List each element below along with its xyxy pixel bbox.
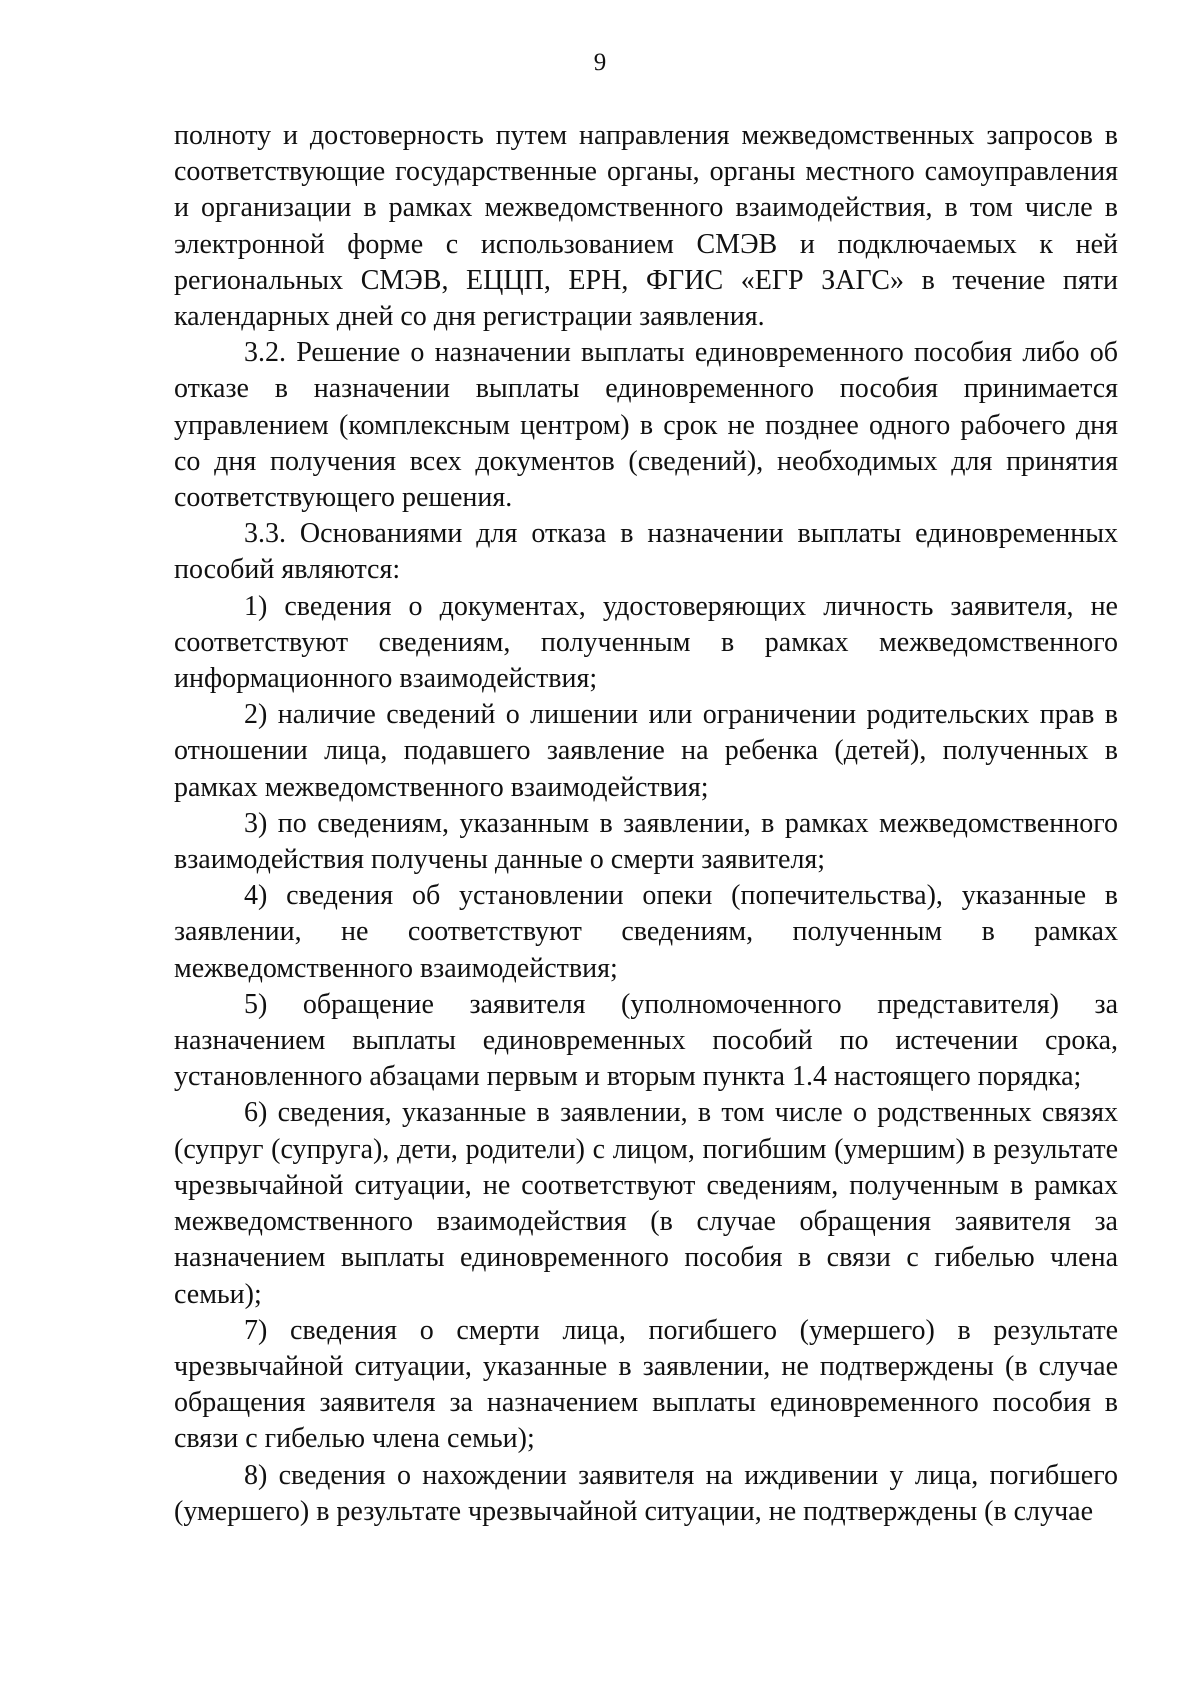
list-item-5: 5) обращение заявителя (уполномоченного представителя) за назначением выплаты единовременных пособий по истечении срока, установленного абзацами первым и вторым пункта 1.4 настоящего порядка;: [174, 988, 1118, 1093]
page-number: 9: [593, 49, 607, 76]
paragraph-3-3: 3.3. Основаниями для отказа в назначении выплаты единовременных пособий являются:: [174, 518, 1118, 586]
document-body: [174, 118, 1118, 1530]
paragraph-continuation: полноту и достоверность путем направления межведомственных запросов в соответствующие государственные органы, органы местного самоуправления и организации в рамках межведомственного взаимодействия, в том числе в электронной форме с использованием СМЭВ и подключаемых к ней региональных СМЭВ, ЕЦЦП, ЕРН, ФГИС «ЕГР ЗАГС» в течение пяти календарных дней со дня регистрации заявления.: [174, 120, 1118, 333]
list-item-7: 7) сведения о смерти лица, погибшего (умершего) в результате чрезвычайной ситуации, указанные в заявлении, не подтверждены (в случае обращения заявителя за назначением выплаты единовременного пособия в связи с гибелью члена семьи);: [174, 1314, 1118, 1455]
list-item-2: 2) наличие сведений о лишении или ограничении родительских прав в отношении лица, подавшего заявление на ребенка (детей), полученных в рамках межведомственного взаимодействия;: [174, 699, 1118, 803]
list-item-8: 8) сведения о нахождении заявителя на иждивении у лица, погибшего (умершего) в результате чрезвычайной ситуации, не подтверждены (в случае: [174, 1459, 1118, 1527]
list-item-3: 3) по сведениям, указанным в заявлении, в рамках межведомственного взаимодействия получены данные о смерти заявителя;: [174, 807, 1118, 876]
list-item-4: 4) сведения об установлении опеки (попечительства), указанные в заявлении, не соответствуют сведениям, полученным в рамках межведомственного взаимодействия;: [174, 880, 1118, 984]
list-item-1: 1) сведения о документах, удостоверяющих личность заявителя, не соответствуют сведениям, полученным в рамках межведомственного информационного взаимодействия;: [174, 590, 1118, 695]
paragraph-3-2: 3.2. Решение о назначении выплаты единовременного пособия либо об отказе в назначении выплаты единовременного пособия принимается управлением (комплексным центром) в срок не позднее одного рабочего дня со дня получения всех документов (сведений), необходимых для принятия соответствующего решения.: [174, 337, 1118, 514]
list-item-6: 6) сведения, указанные в заявлении, в том числе о родственных связях (супруг (супруга), дети, родители) с лицом, погибшим (умершим) в результате чрезвычайной ситуации, не соответствуют сведениям, полученным в рамках межведомственного взаимодействия (в случае обращения заявителя за назначением выплаты единовременного пособия в связи с гибелью члена семьи);: [174, 1097, 1118, 1310]
